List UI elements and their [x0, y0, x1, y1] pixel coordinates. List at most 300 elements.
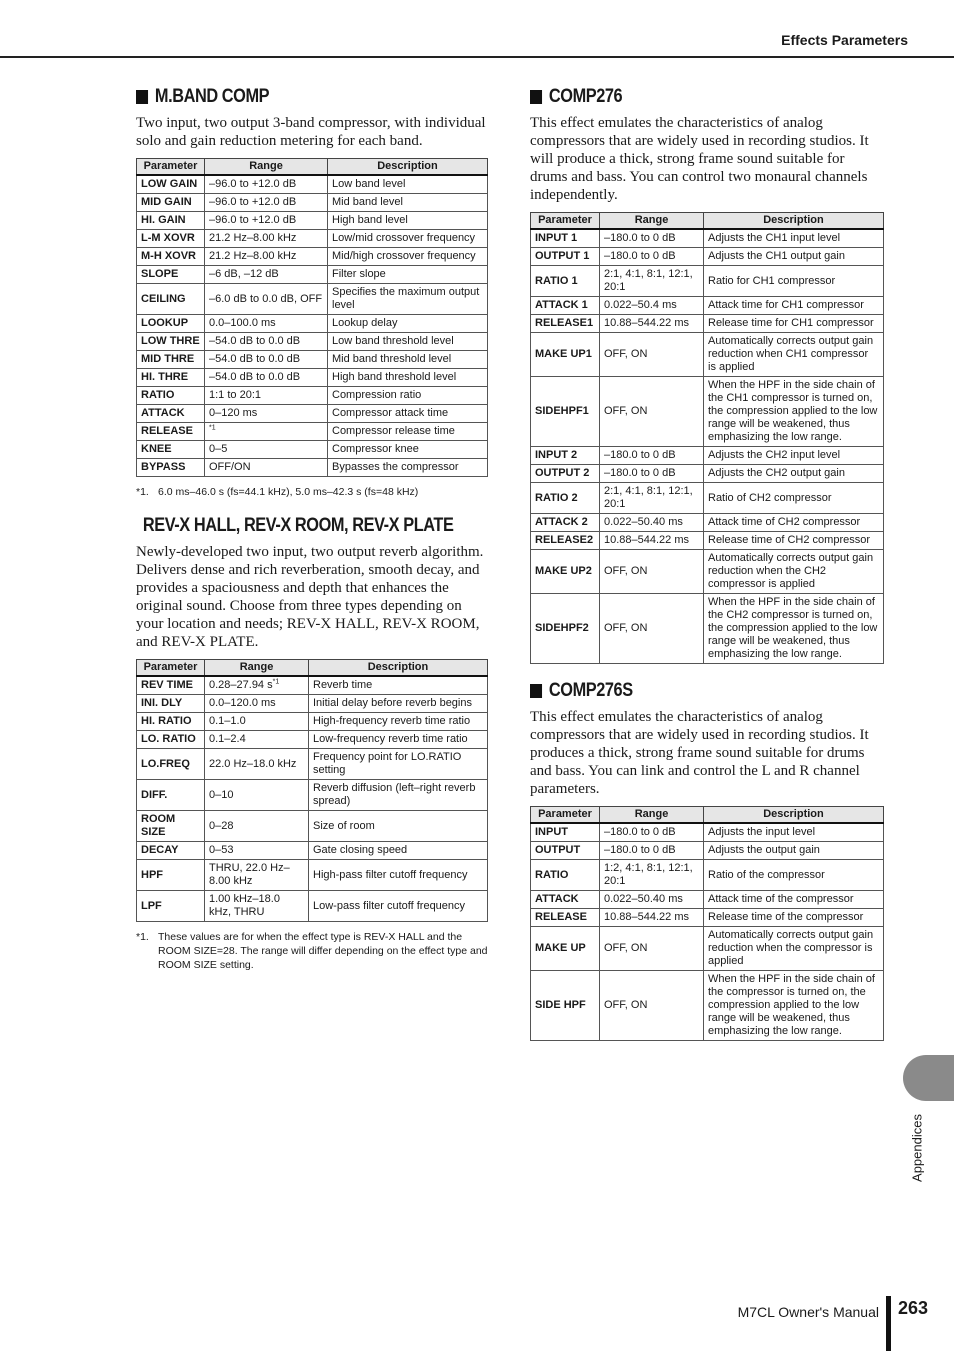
range-cell	[205, 860, 309, 891]
range-cell	[600, 483, 704, 514]
range-cell-text: OFF, ON	[604, 405, 648, 417]
range-cell	[600, 909, 704, 927]
table-row	[531, 297, 884, 315]
description-cell-text: When the HPF in the side chain of the compressor is turned on, the compression applied to the low range will be weakened, thus emphasizing the low range.	[708, 973, 875, 1037]
table-row	[137, 369, 488, 387]
range-cell	[205, 351, 328, 369]
range-cell-text: 10.88–544.22 ms	[604, 534, 690, 546]
parameter-cell	[137, 387, 205, 405]
parameter-cell	[531, 465, 600, 483]
table-row	[531, 842, 884, 860]
page-number: 263	[898, 1298, 929, 1318]
mband-footnote	[136, 485, 488, 499]
table-row	[531, 315, 884, 333]
range-cell	[600, 971, 704, 1041]
parameter-cell-text: LPF	[141, 899, 162, 912]
table-row	[531, 971, 884, 1041]
footer-manual-title: M7CL Owner's Manual	[737, 1304, 879, 1320]
range-cell	[205, 405, 328, 423]
parameter-cell	[531, 860, 600, 891]
footnote-ref: *1	[209, 424, 216, 432]
description-cell	[704, 297, 884, 315]
range-cell	[600, 594, 704, 664]
parameter-cell	[137, 266, 205, 284]
parameter-cell-text: ATTACK 2	[535, 516, 588, 528]
description-cell	[704, 465, 884, 483]
description-cell-text: Low/mid crossover frequency	[332, 232, 476, 244]
range-cell-text: 21.2 Hz–8.00 kHz	[209, 250, 297, 262]
description-cell-text: Size of room	[313, 819, 375, 832]
parameter-cell-text: LO. RATIO	[141, 733, 196, 745]
section-title-comp276s	[530, 678, 834, 704]
description-cell-text: Automatically corrects output gain reduction when CH1 compressor is applied	[708, 335, 874, 373]
range-cell-text: 1:1 to 20:1	[209, 389, 261, 401]
range-cell	[600, 266, 704, 297]
description-cell	[309, 676, 488, 695]
parameter-cell-text: DECAY	[141, 844, 179, 856]
table-row	[531, 229, 884, 248]
description-cell	[309, 731, 488, 749]
parameter-cell	[137, 423, 205, 441]
parameter-cell-text: LOW GAIN	[141, 178, 198, 190]
range-cell	[205, 749, 309, 780]
parameter-cell-text: M-H XOVR	[141, 250, 196, 262]
parameter-cell	[137, 175, 205, 194]
range-cell-text: OFF, ON	[604, 999, 648, 1011]
range-cell	[205, 212, 328, 230]
parameter-cell	[137, 369, 205, 387]
parameter-cell	[531, 377, 600, 447]
description-cell	[328, 212, 488, 230]
range-cell	[205, 842, 309, 860]
description-cell-text: Low-pass filter cutoff frequency	[313, 899, 466, 912]
parameter-cell-text: HI. THRE	[141, 371, 189, 383]
description-cell-text: Mid/high crossover frequency	[332, 250, 476, 262]
parameter-cell-text: MAKE UP1	[535, 348, 592, 360]
range-cell-text: 2:1, 4:1, 8:1, 12:1, 20:1	[604, 485, 693, 510]
range-cell	[600, 891, 704, 909]
description-cell	[328, 333, 488, 351]
description-cell-text: Adjusts the CH1 input level	[708, 232, 841, 244]
description-cell-text: Lookup delay	[332, 317, 398, 329]
parameter-cell	[531, 248, 600, 266]
parameter-cell-text: RATIO	[535, 868, 569, 881]
section-title-text: COMP276	[548, 86, 623, 107]
range-cell-text: 0.1–2.4	[209, 733, 246, 745]
range-cell-text: 1.00 kHz–18.0 kHz, THRU	[209, 893, 280, 918]
parameter-cell	[531, 447, 600, 465]
table-row	[137, 713, 488, 731]
parameter-cell-text: HI. RATIO	[141, 715, 192, 727]
table-row	[137, 266, 488, 284]
footnote-text: 6.0 ms–46.0 s (fs=44.1 kHz), 5.0 ms–42.3 s (fs=48 kHz)	[158, 486, 419, 498]
range-cell-text: 0.022–50.40 ms	[604, 893, 683, 905]
parameter-cell	[531, 297, 600, 315]
range-cell-text: 0.022–50.40 ms	[604, 516, 683, 528]
range-cell	[205, 175, 328, 194]
description-cell-text: Ratio of CH2 compressor	[708, 491, 832, 504]
description-cell	[328, 284, 488, 315]
parameter-cell-text: ATTACK	[535, 893, 579, 905]
range-cell	[205, 891, 309, 922]
description-cell-text: Release time of the compressor	[708, 911, 864, 923]
description-cell	[704, 842, 884, 860]
table-row	[137, 842, 488, 860]
parameter-cell-text: RELEASE1	[535, 317, 594, 329]
parameter-cell-text: OUTPUT 1	[535, 250, 590, 262]
section-title-text: M.BAND COMP	[154, 86, 270, 107]
footnote-mark: *1.	[136, 486, 149, 498]
range-cell	[600, 377, 704, 447]
description-cell-text: High band level	[332, 214, 408, 226]
range-cell	[205, 695, 309, 713]
header-range: Range	[205, 660, 309, 677]
table-row	[137, 731, 488, 749]
table-row	[137, 459, 488, 477]
description-cell	[328, 459, 488, 477]
table-row	[531, 333, 884, 377]
parameter-cell-text: INPUT 1	[535, 232, 578, 244]
range-cell-text: –96.0 to +12.0 dB	[209, 214, 297, 226]
left-column	[136, 84, 488, 986]
parameter-cell-text: L-M XOVR	[141, 232, 195, 244]
mband-intro: Two input, two output 3-band compressor, with individual solo and gain reduction metering for each band.	[136, 115, 486, 149]
description-cell-text: Adjusts the output gain	[708, 844, 820, 856]
description-cell-text: Release time for CH1 compressor	[708, 317, 874, 329]
parameter-cell-text: MAKE UP2	[535, 565, 592, 577]
description-cell-text: Release time of CH2 compressor	[708, 534, 871, 546]
table-header-row	[137, 660, 488, 677]
parameter-cell-text: DIFF.	[141, 788, 168, 801]
range-cell	[600, 532, 704, 550]
range-cell	[205, 459, 328, 477]
range-cell	[205, 266, 328, 284]
description-cell	[309, 695, 488, 713]
table-row	[137, 780, 488, 811]
table-row	[137, 230, 488, 248]
description-cell-text: Adjusts the CH2 output gain	[708, 467, 845, 479]
table-header-row	[137, 159, 488, 176]
range-cell	[205, 230, 328, 248]
range-cell	[205, 423, 328, 441]
header-description: Description	[309, 660, 488, 677]
description-cell	[704, 594, 884, 664]
parameter-cell-text: MID THRE	[141, 353, 195, 365]
table-row	[531, 891, 884, 909]
parameter-cell	[137, 459, 205, 477]
description-cell	[704, 891, 884, 909]
range-cell	[600, 297, 704, 315]
description-cell	[704, 550, 884, 594]
parameter-cell-text: OUTPUT	[535, 844, 581, 856]
parameter-cell-text: SLOPE	[141, 268, 179, 280]
table-row	[137, 811, 488, 842]
range-cell-text: 0–5	[209, 443, 228, 455]
parameter-cell-text: KNEE	[141, 443, 172, 455]
side-tab-text: Appendices	[909, 1114, 925, 1182]
description-cell	[704, 248, 884, 266]
table-row	[137, 676, 488, 695]
table-row	[137, 194, 488, 212]
description-cell	[309, 811, 488, 842]
parameter-cell	[531, 891, 600, 909]
description-cell-text: High band threshold level	[332, 371, 457, 383]
range-cell-text: –180.0 to 0 dB	[604, 467, 676, 479]
table-row	[137, 248, 488, 266]
range-cell-text: 2:1, 4:1, 8:1, 12:1, 20:1	[604, 268, 693, 293]
description-cell-text: Automatically corrects output gain reduction when the CH2 compressor is applied	[708, 552, 874, 590]
description-cell-text: Filter slope	[332, 268, 386, 280]
table-row	[137, 405, 488, 423]
section-title-text: COMP276S	[548, 680, 633, 701]
section-title-mband	[136, 84, 439, 110]
range-cell-text: –180.0 to 0 dB	[604, 449, 676, 461]
description-cell	[328, 315, 488, 333]
table-row	[531, 594, 884, 664]
description-cell-text: Frequency point for LO.RATIO setting	[313, 751, 462, 776]
header-range: Range	[205, 159, 328, 176]
range-cell	[205, 369, 328, 387]
range-cell	[205, 811, 309, 842]
range-cell	[205, 284, 328, 315]
description-cell	[309, 891, 488, 922]
description-cell	[328, 351, 488, 369]
description-cell	[704, 532, 884, 550]
section-title-text: REV-X HALL, REV-X ROOM, REV-X PLATE	[142, 515, 454, 536]
parameter-cell	[531, 266, 600, 297]
comp276s-intro: This effect emulates the characteristics of analog compressors that are widely used in recording studios. It produces a thick, strong frame sound suitable for drums and bass. You can link and control the L and R channel parameters.	[530, 709, 869, 797]
range-cell	[600, 229, 704, 248]
section-title-comp276	[530, 84, 834, 110]
range-cell	[205, 248, 328, 266]
table-row	[137, 695, 488, 713]
parameter-cell	[531, 971, 600, 1041]
table-row	[531, 248, 884, 266]
description-cell	[309, 780, 488, 811]
range-cell	[205, 676, 309, 695]
range-cell	[205, 315, 328, 333]
header-range: Range	[600, 213, 704, 230]
parameter-cell	[531, 594, 600, 664]
description-cell	[704, 971, 884, 1041]
parameter-cell	[137, 676, 205, 695]
parameter-cell	[531, 550, 600, 594]
header-range: Range	[600, 807, 704, 824]
range-cell-text: 0–120 ms	[209, 407, 258, 419]
description-cell-text: When the HPF in the side chain of the CH2 compressor is turned on, the compression applied to the low range will be weakened, thus emphasizing the low range.	[708, 596, 878, 660]
table-header-row	[531, 213, 884, 230]
table-row	[531, 266, 884, 297]
parameter-cell	[531, 532, 600, 550]
parameter-cell-text: RATIO 2	[535, 491, 578, 504]
parameter-cell	[531, 229, 600, 248]
parameter-cell	[137, 780, 205, 811]
description-cell-text: Attack time for CH1 compressor	[708, 299, 864, 311]
parameter-cell-text: RELEASE	[141, 425, 193, 437]
description-cell	[704, 483, 884, 514]
range-cell-text: –180.0 to 0 dB	[604, 826, 676, 838]
parameter-cell	[531, 823, 600, 842]
parameter-cell-text: RELEASE2	[535, 534, 594, 546]
range-cell-text: OFF, ON	[604, 565, 648, 577]
range-cell-text: –180.0 to 0 dB	[604, 844, 676, 856]
description-cell	[328, 441, 488, 459]
description-cell	[704, 909, 884, 927]
range-cell-text: –54.0 dB to 0.0 dB	[209, 335, 301, 347]
header-parameter: Parameter	[531, 807, 600, 824]
header-parameter: Parameter	[531, 213, 600, 230]
table-row	[137, 284, 488, 315]
description-cell-text: Attack time of CH2 compressor	[708, 516, 861, 528]
parameter-cell	[531, 483, 600, 514]
header-description: Description	[328, 159, 488, 176]
table-row	[531, 465, 884, 483]
description-cell	[328, 230, 488, 248]
parameter-cell	[137, 441, 205, 459]
parameter-cell-text: INI. DLY	[141, 697, 183, 709]
range-cell	[600, 550, 704, 594]
description-cell	[704, 377, 884, 447]
parameter-cell	[137, 405, 205, 423]
table-row	[531, 532, 884, 550]
table-row	[531, 823, 884, 842]
description-cell	[328, 369, 488, 387]
parameter-cell	[137, 284, 205, 315]
description-cell-text: Automatically corrects output gain reduction when the compressor is applied	[708, 929, 874, 967]
table-row	[137, 333, 488, 351]
range-cell	[205, 441, 328, 459]
parameter-cell-text: LOOKUP	[141, 317, 189, 329]
parameter-cell	[531, 514, 600, 532]
description-cell-text: Mid band level	[332, 196, 403, 208]
range-cell-text: 22.0 Hz–18.0 kHz	[209, 757, 297, 770]
parameter-cell	[137, 695, 205, 713]
comp276-intro: This effect emulates the characteristics of analog compressors that are widely used in recording studios. It will produce a thick, strong frame sound suitable for drums and bass. You can control two monaural channels independently.	[530, 115, 869, 203]
description-cell	[704, 927, 884, 971]
range-cell	[205, 333, 328, 351]
mband-table	[136, 158, 488, 477]
description-cell-text: Compression ratio	[332, 389, 422, 401]
description-cell	[309, 713, 488, 731]
parameter-cell	[137, 248, 205, 266]
parameter-cell-text: HPF	[141, 868, 163, 881]
parameter-cell	[531, 315, 600, 333]
parameter-cell-text: LOW THRE	[141, 335, 200, 347]
range-cell-text: 0.0–100.0 ms	[209, 317, 276, 329]
comp276s-table	[530, 806, 884, 1041]
parameter-cell-text: MAKE UP	[535, 942, 586, 954]
section-title-revx	[136, 513, 454, 539]
range-cell-text: 0.022–50.4 ms	[604, 299, 677, 311]
description-cell-text: Mid band threshold level	[332, 353, 452, 365]
description-cell	[309, 860, 488, 891]
description-cell-text: Compressor release time	[332, 425, 455, 437]
parameter-cell-text: LO.FREQ	[141, 757, 190, 770]
parameter-cell-text: CEILING	[141, 292, 186, 305]
range-cell	[600, 447, 704, 465]
parameter-cell-text: INPUT	[535, 826, 568, 838]
parameter-cell-text: OUTPUT 2	[535, 467, 590, 479]
range-cell	[600, 823, 704, 842]
header-parameter: Parameter	[137, 159, 205, 176]
description-cell-text: Low band level	[332, 178, 406, 190]
running-header: Effects Parameters	[781, 32, 908, 48]
footer-rule	[886, 1296, 891, 1351]
description-cell	[328, 175, 488, 194]
range-cell-text: 21.2 Hz–8.00 kHz	[209, 232, 297, 244]
revx-footnote	[136, 930, 488, 972]
description-cell-text: Compressor attack time	[332, 407, 449, 419]
table-row	[137, 212, 488, 230]
range-cell-text: OFF, ON	[604, 622, 648, 634]
table-row	[137, 860, 488, 891]
range-cell-text: OFF, ON	[604, 942, 648, 954]
description-cell-text: Ratio for CH1 compressor	[708, 274, 836, 287]
description-cell-text: Adjusts the CH1 output gain	[708, 250, 845, 262]
footnote-ref: *1	[272, 678, 280, 686]
parameter-cell	[137, 315, 205, 333]
chapter-tab-marker	[903, 1055, 954, 1101]
range-cell-text: 0.0–120.0 ms	[209, 697, 276, 709]
description-cell-text: Adjusts the input level	[708, 826, 816, 838]
parameter-cell	[137, 713, 205, 731]
description-cell	[328, 248, 488, 266]
parameter-cell	[137, 860, 205, 891]
description-cell	[704, 333, 884, 377]
parameter-cell-text: ATTACK	[141, 407, 185, 419]
table-header-row	[531, 807, 884, 824]
range-cell-text: –96.0 to +12.0 dB	[209, 196, 297, 208]
description-cell-text: High-pass filter cutoff frequency	[313, 868, 468, 881]
table-row	[137, 749, 488, 780]
range-cell-text: –6 dB, –12 dB	[209, 268, 279, 280]
description-cell-text: Adjusts the CH2 input level	[708, 449, 841, 461]
range-cell	[205, 194, 328, 212]
comp276-table	[530, 212, 884, 664]
parameter-cell	[531, 842, 600, 860]
table-row	[531, 514, 884, 532]
parameter-cell-text: SIDE HPF	[535, 999, 586, 1011]
description-cell	[328, 266, 488, 284]
description-cell-text: Initial delay before reverb begins	[313, 697, 472, 709]
description-cell	[704, 447, 884, 465]
parameter-cell-text: REV TIME	[141, 679, 193, 691]
range-cell	[600, 860, 704, 891]
right-column	[530, 84, 884, 1041]
range-cell-text: 0–53	[209, 844, 234, 856]
description-cell	[704, 514, 884, 532]
parameter-cell-text: RATIO 1	[535, 274, 578, 287]
parameter-cell-text: INPUT 2	[535, 449, 578, 461]
range-cell-text: –6.0 dB to 0.0 dB, OFF	[209, 292, 323, 305]
parameter-cell	[531, 909, 600, 927]
range-cell	[205, 713, 309, 731]
parameter-cell	[137, 842, 205, 860]
description-cell	[309, 749, 488, 780]
description-cell-text: Specifies the maximum output level	[332, 286, 480, 311]
parameter-cell-text: SIDEHPF1	[535, 405, 589, 417]
description-cell-text: Ratio of the compressor	[708, 868, 825, 881]
range-cell-text: OFF, ON	[604, 348, 648, 360]
parameter-cell	[137, 212, 205, 230]
table-row	[531, 927, 884, 971]
description-cell	[309, 842, 488, 860]
range-cell	[205, 387, 328, 405]
range-cell-text: THRU, 22.0 Hz–8.00 kHz	[209, 862, 290, 887]
description-cell-text: Low-frequency reverb time ratio	[313, 733, 468, 745]
description-cell-text: Bypasses the compressor	[332, 461, 459, 473]
parameter-cell	[531, 927, 600, 971]
